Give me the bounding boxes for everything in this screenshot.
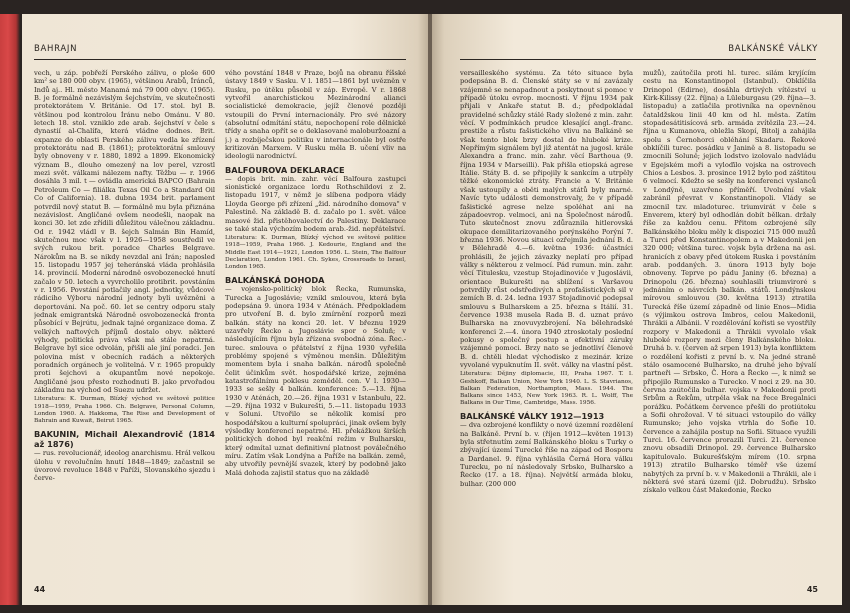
right-page [432,14,842,606]
entry-head-balfour: BALFOUROVA DEKLARACE [225,164,345,175]
left-running-head: BAHRAJN [34,44,78,54]
entry-text-balkan-entente: — vojensko-politický blok Řecka, Rumunska, Turecka a Jugoslávie; vznikl smlouvou, která byla podepsána 9. února 1934 v Aténách. Předpokladem pro utvoření B. d. bylo zmírnění rozporů mezi balkán. státy na konci 20. let. V březnu 1929 uzavřely Řecko a Jugoslávie spor o Soluň; v následujícím říjnu byla zřízena svobodná zóna. Řec.-turec. smlouva o přátelství z října 1930 vyřešila problémy spojené s výměnou menšin. Důležitým momentem byla i snaha balkán. národů společně čelit účinkům svět. hospodářské krize, zejména katastrofálnímu poklesu zeměděl. cen. V l. 1930—1933 se sešly 4 balkán. konference: 5.—13. října 1930 v Aténách, 20.—26. října 1931 v Istanbulu, 22.—29. října 1932 v Bukurešti, 5.—11. listopadu 1933 v Soluni. Utvořilo se několik komisí pro hospodářskou a kulturní spolupráci, jinak ovšem byly výsledky konferencí nepatrné. Hl. překážkou širších politických dohod byl reakční režim v Bulharsku, který odmítal uznat definitivní platnost poválečného míru. Zatím však Londýna a Paříže na balkán. země, aby utvořily pevnější svazek, který by podobně jako Malá dohoda zajistil status quo na základě [225,285,406,477]
literature-balfour: Literatura: K. Durman, Blízký východ ve světové politice 1918—1959, Praha 1966. J. Kedourie, England and the Middle East 1914—1921, London 1956. L. Stein, The Balfour Declaration, London 1961. Ch. Sykes, Crossroads to Israel, London 1965. [225,235,406,270]
left-page [22,14,430,606]
right-columns [460,69,816,580]
right-running-head: BALKÁNSKÉ VÁLKY [728,44,818,54]
literature-balkan-entente: Literatura: Dějiny diplomacie, III, Praha 1967. T. I. Geshkoff, Balkan Union, New York 1940. L. S. Stavrianos, Balkan Federation, Northampton, Mass. 1944. The Balkans since 1453, New York 1963. R. L. Wolff, The Balkans in Our Time, Cambridge, Mass. 1956. [460,371,633,407]
left-columns [34,69,406,580]
left-header-rule [34,59,406,60]
entry-text-bakunin: — rus. revolucionář, ideolog anarchismu. Hrál velkou úlohu v revolučním hnutí 1848—1849; začastnil se úvorové revoluce 1848 v Paříži, Slovanského sjezdu i červe- [34,449,215,483]
right-column-2 [643,69,816,580]
literature-bahrajn: Literatura: K. Durman, Blízký východ ve světové politice 1918—1959, Praha 1966. Ch. Belgrave, Personal Column, London 1960. A. Hakkoma, The Rise and Development of Bahrain and Kuwait, Beirut 1965. [34,396,215,425]
entry-text-balkan-wars: — dva ozbrojené konflikty o nové územní rozdělení na Balkáně. První b. v. (říjen 1912—květen 1913) byla střetnutím zemí Balkánského bloku s Turky o zbývající území Turecké říše na západ od Bosporu a Dardanel. 9. října vyhlásila Černá Hora válku Turecku, po ní následovaly Srbsko, Bulharsko a Řecko (17. a 18. října). Největší armáda bloku, bulhar. (200 000 [460,421,633,488]
entry-text-bakunin-cont: vého povstání 1848 v Praze, bojů na obranu říšské ústavy 1849 v Sasku. V l. 1851—1861 byl uvězněn v Rusku, po útěku působil v záp. Evropě. V r. 1868 vytvořil anarchistickou Mezinárodní alianci socialistické demokracie, jejíž členové později vstoupili do První internacionály. Pro své názory (absolutní odmítání státu, nepochopení role dělnické třídy a snaha opřít se o deklasované maloburžoazní a j.) a rozbíječskou politiku v internacionále byl ostře kritizován Marxem. V Rusku měla B. učení vliv na ideologii narodnictví. [225,69,406,161]
top-edge [0,0,850,14]
bottom-edge [0,605,850,613]
right-column-1 [460,69,633,580]
entry-head-bakunin: BAKUNIN, Michail Alexandrovič (1814 až 1876) [34,429,215,450]
entry-text-balkan-entente-cont: versailleského systému. Za této situace byla podepsána B. d. Členské státy se v ní zavázaly vzájemně se nenapadnout a poskytnout si pomoc v případě útoku evrop. mocnosti. V říjnu 1934 pak přijali v Ankaře statut B. d.; předpokládal pravidelné schůzky stálé Rady složené z min. zahr. věcí. V podmínkách prudce klesající angl.-franc. prestiže a růstu fašistického vlivu na Balkáně se však tento blok brzy dostal do hluboké krize. Nepřímým signálem byl již atentát na jugosl. krále Alexandra a franc. min. zahr. věcí Barthoua (9. října 1934 v Marseilli). Pak přišla etiopská agrese Itálie. Státy B. d. se připojily k sankcím a utrpěly těžké ekonomické ztráty. Francie a V. Británie však ustoupily a oběti malých států byly marné. Navíc tyto události demonstrovaly, že v případě fašistické agrese nelze spoléhat ani na západoevrop. velmoci, ani na Společnost národů. Tuto skutečnost znovu zdůraznila hitlerovská okupace demilitarizovaného porýnského Porýní 7. března 1936. Novou situaci ozřejmila jednání B. d. v Bělehradě 4.—6. května 1936: účastníci prohlásili, že jejich závazky neplatí pro případ války s některou z velmocí. Pád rumun. min. zahr. věcí Titulesku, vzestup Stojadinoviće v Jugoslávii, orientace Bukurešti na sblížení s Varšavou potvrdily růst odstředivých a profašistických sil v zemích B. d. 24. ledna 1937 Stojadinović podepsal smlouvu s Bulharskem a 25. března s Itálií. 31. července 1938 musela Rada B. d. uznat právo Bulharska na znovuvyzbrojení. Na bělehradské konferenci 2.—4. února 1940 ztroskotaly poslední pokusy o společný postup a efektivní záruky vzájemné pomoci. Brzy nato se jednotliví členové B. d. chtěli hledat východisko z mezinár. krize vyvolané vypuknutím II. svět. války na vlastní pěst. [460,69,633,370]
entry-head-balkan-entente: BALKÁNSKÁ DOHODA [225,275,325,286]
entry-text-balfour: — dopis brit. min. zahr. věcí Balfoura zastupci sionistické organizace lordu Rothschildovi z 2. listopadu 1917, v němž je slíbena podpora vlády Lloyda George při zřízení „žid. národního domova" v Palestině. Na základě B. d. začalo po 1. svět. válce masové žid. přistěhovalectví do Palestiny. Deklarace se také stala výchozím bodem arab.-žid. nepřátelství. [225,174,406,233]
entry-head-balkan-wars: BALKÁNSKÉ VÁLKY 1912—1913 [460,411,605,422]
left-page-number: 44 [34,585,46,594]
right-page-number: 45 [806,585,818,594]
left-column-1 [34,69,215,580]
right-header-rule [460,59,816,60]
entry-text-balkan-wars-cont: mužů), zaútočila proti hl. turec. silám kryjícím cestu na Konstantinopol (Istanbul). Obklíčila Drinopol (Edirne), dosáhla drtivých vítězství u Kirk-Kilissy (22. října) a Lüleburgasu (29. října—3. listopadu) a zatlačila protivníka na opevněnou čataldžskou linii 40 km od hl. města. Zatím stopadesátitisícová srb. armáda zvítězila 23.—24. října u Kumanova, obležla Skopí, Bitolj a zahájila spolu s Černohorci obléhání Skadaru. Řekové obklíčili turec. posádku v Janině a 8. listopadu se zmocnili Soluně; jejich lodstvo izolovalo nadvládu v Egejském moři a vyloďilo vojska na ostrovech Chios a Lesbos. 3. prosince 1912 bylo pod záštitou 6 velmocí. Kdežto se sešly na konferenci vyslanců v Londýně, uzavřeno příměří. Uvolnění však zabránil převrat v Konstantinopoli. Vlády se zmocnil tzv. mladoturec. triumvirát v čele s Enverem, který byl odhodlán dobít bělkan. držaly říše za každou cenu. Přitom ozbrojené síly Balkánského bloku měly k dispozici 715 000 mužů a Turci před Konstantinopolem a v Makedonii jen 320 000; většina turec. vojsk byla držena na asi. hranicích z obavy před útokem Ruska i povstáním arab. poddaných. 3. února 1913 byly boje obnoveny. Teprve po pádu Janiny (6. března) a Drinopolu (26. března) souhlasili triumviroré s jednáním o návrcích balkán. států. Londýnskou mírovou smlouvou (30. května 1913) ztratila Turecká říše území západně od linie Enos—Midia (s výjimkou ostrova Imbros, celou Makedonii, Thrákii a Albánii. V rozdělování kořisti se vyostřily rozpory v Makedonii a Thrákii vyvolalo však hluboké rozpory mezi členy Balkánského bloku. Druhá b. v. (červen až srpen 1913) byla konfliktem o rozdělení kořisti z první b. v. Na jedné straně stálo osamocené Bulharsko, na druhé jeho bývalí partneři — Srbsko, Č. Hora a Řecko —, k nimž se připojilo Rumunsko a Turecko. V noci z 29. na 30. června zaútočila bulhar. vojska v Makedonii proti Srbům a Řekům, utrpěla však na řece Bregalnici porážku. Počátkem července přešli do protiútoku a Sofii ohrožoval. V té situaci vstoupilo do války Rumunsko; jeho vojska vtrhla do Sofie 10. července a zahájila postup na Sofii. Situace využili Turci. 16. července prorazili Turci. 21. července znovu obsadili Drinopol. 29. července Bulharsko kapitulovalo. Bukurešťským mírem (10. srpna 1913) ztratilo Bulharsko téměř vše území nabytých za první b. v. v Makedonii a Thrákii, ale i některá své stará území (již. Dobrudžu). Srbsko získalo velkou část Makedonie, Řecko [643,69,816,495]
entry-text-bahrajn: vech, u záp. pobřeží Perského zálivu, o ploše 600 km² se 180 000 obyv. (1965), většinou Arabů, Íránců, Indů aj.. Hl. město Manamá má 79 000 obyv. (1965). B. je formálně nezávislým šejchstvím, ve skutečnosti protektorátem V. Británie. Od 17. stol. byl B. většinou pod kontrolou Íránu nebo Ománu. V 80. letech 18. stol. vzniklo zde arab. šejchství v čele s dynastií al-Chalífa, která vládne dodnes. Brit. expanze do oblasti Perského zálivu vedla ke zřízení protektorátu nad B. (1861); protektorátní smlouvy byly obnoveny v r. 1880, 1892 a 1899. Ekonomický význam B., dlouho omezený na lov perel, vzrostl mezi svět. válkami nálezem nafty. Těžbu — r. 1966 dosáhla 3 mil. t — ovládla americká BAPCO (Bahrain Petroleum Co — filiálka Texas Oil Co a Standard Oil Co of California). 18. dubna 1934 brit. parlament potvrdil nový statut B. — formálně mu byla přiznána nezávislost. Angličané ovšem neodešli, naopak na konci 30. let zde zřídili důležitou válečnou základnu. Od r. 1942 vládl v B. šejch Salmán Bin Hamíd, skutečnou moc však v l. 1926—1958 soustředil ve svých rukou brit. poradce Charles Belgrave. Nárokům na B. se nikdy nevzdal ani Írán; naposled 15. listopadu 1957 jej teheránská vláda prohlásila 14. provincií. Moderní národně osvobozenecké hnutí začalo v 50. letech a vyvrcholilo protibrit. povstáním v r. 1956. Povstání potlačily angl. jednotky, vůdcové rádiciho Výboru národní jednoty byli uvězněni a deportováni. Na poč. 60. let se centry odporu staly jednak emigrantská Národně osvobozenecká fronta působící v Bejrútu, jednak tajné organizace doma. Z velkých naftových příjmů dostalo obyv. některé výhody, politická práva však má stále nepatrná. Belgrave byl sice odvolán, přišli ale jiní poradci. Jen polovina míst v obecních radách a některých poradních orgánech je volitelná. V r. 1965 propukly proti šejchovi a okupantům nové nepokoje. Angličané jsou přesto rozhodnuti B. jako prvořadou základnu na východ od Suezu udržet. [34,69,215,395]
left-column-2 [225,69,406,580]
